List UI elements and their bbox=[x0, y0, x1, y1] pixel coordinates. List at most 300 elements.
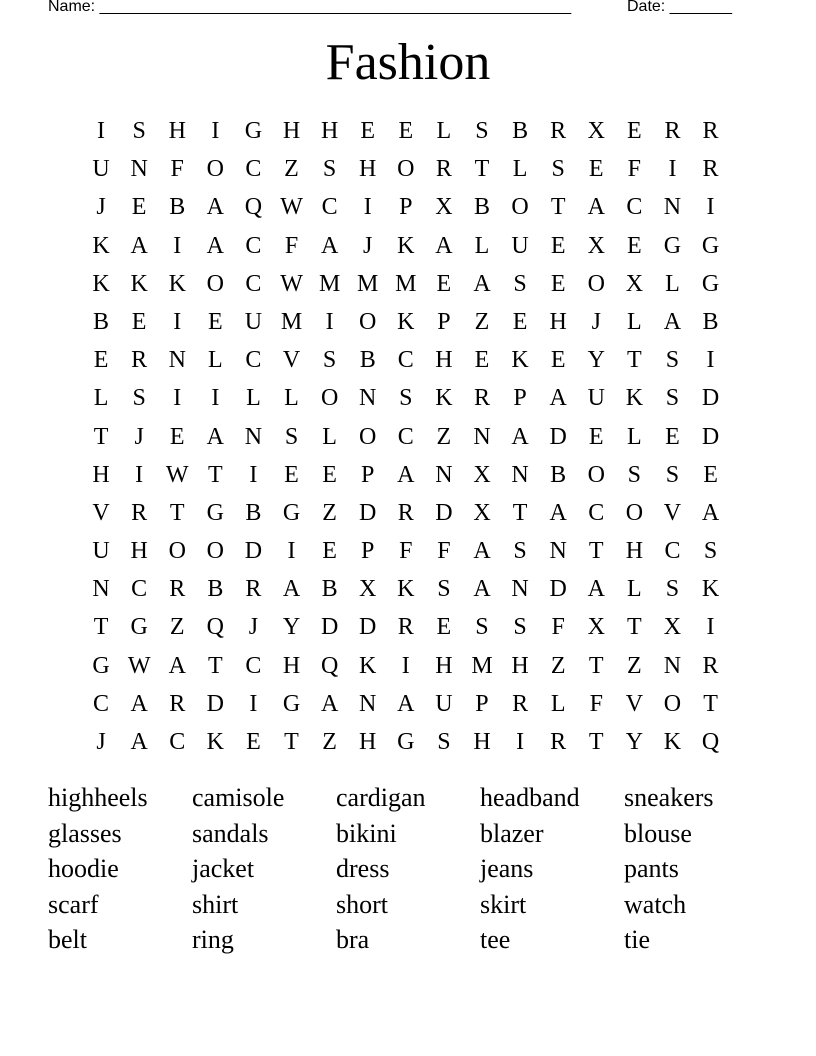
grid-letter: G bbox=[206, 499, 224, 526]
grid-letter: P bbox=[399, 194, 413, 221]
grid-letter: V bbox=[282, 347, 301, 374]
grid-letter: V bbox=[625, 690, 644, 717]
grid-letter: M bbox=[318, 270, 341, 297]
grid-letter: I bbox=[706, 614, 715, 641]
grid-letter: S bbox=[627, 461, 642, 488]
grid-letter: N bbox=[511, 461, 529, 488]
grid-letter: H bbox=[625, 538, 644, 565]
grid-letter: Z bbox=[436, 423, 452, 450]
grid-letter: E bbox=[550, 270, 566, 297]
grid-letter: E bbox=[627, 232, 642, 259]
grid-letter: J bbox=[591, 308, 601, 335]
word-bank-item: headband bbox=[480, 783, 580, 812]
grid-letter: Y bbox=[625, 729, 644, 755]
grid-letter: E bbox=[512, 308, 528, 335]
grid-letter: T bbox=[93, 423, 109, 450]
grid-letter: X bbox=[473, 499, 491, 526]
grid-letter: I bbox=[287, 538, 296, 565]
grid-letter: R bbox=[435, 156, 452, 183]
grid-letter: X bbox=[587, 614, 605, 641]
word-bank-item: blazer bbox=[480, 818, 544, 848]
grid-letter: L bbox=[512, 156, 528, 183]
grid-letter: M bbox=[471, 652, 493, 679]
grid-letter: S bbox=[665, 347, 680, 374]
word-bank-item: camisole bbox=[192, 783, 285, 812]
grid-letter: S bbox=[513, 270, 527, 297]
grid-letter: K bbox=[130, 270, 148, 297]
grid-letter: A bbox=[130, 729, 148, 755]
grid-letter: Q bbox=[701, 729, 720, 755]
grid-letter: R bbox=[397, 614, 414, 641]
grid-letter: B bbox=[550, 461, 567, 488]
grid-letter: N bbox=[663, 652, 682, 679]
grid-letter: P bbox=[437, 308, 451, 335]
grid-letter: L bbox=[665, 270, 680, 297]
grid-letter: Q bbox=[320, 652, 339, 679]
grid-letter: R bbox=[550, 729, 567, 755]
grid-letter: D bbox=[359, 499, 377, 526]
word-bank-item: watch bbox=[624, 889, 687, 919]
word-search-grid bbox=[82, 112, 730, 761]
grid-letter: A bbox=[397, 461, 415, 488]
grid-letter: I bbox=[325, 308, 334, 335]
grid-letter: E bbox=[131, 194, 147, 221]
grid-letter: T bbox=[284, 729, 299, 755]
grid-letter: Z bbox=[627, 652, 642, 679]
grid-letter: A bbox=[206, 232, 224, 259]
grid-letter: I bbox=[173, 385, 182, 412]
grid-letter: A bbox=[587, 576, 605, 603]
grid-letter: F bbox=[399, 538, 413, 565]
grid-letter: C bbox=[245, 652, 262, 679]
grid-letter: A bbox=[320, 690, 339, 717]
grid-letter: G bbox=[130, 614, 148, 641]
name-field-label: Name: _____________________________________________________ bbox=[48, 0, 572, 15]
grid-letter: S bbox=[132, 118, 146, 144]
grid-letter: H bbox=[282, 652, 301, 679]
grid-letter: I bbox=[249, 690, 258, 717]
grid-letter: L bbox=[322, 423, 337, 450]
grid-letter: H bbox=[282, 118, 301, 144]
grid-letter: A bbox=[663, 308, 682, 335]
grid-letter: F bbox=[551, 614, 565, 641]
grid-letter: O bbox=[511, 194, 529, 221]
word-bank-item: pants bbox=[624, 854, 679, 883]
grid-letter: H bbox=[435, 347, 453, 374]
grid-letter: B bbox=[207, 576, 224, 603]
grid-letter: R bbox=[397, 499, 414, 526]
grid-letter: S bbox=[513, 538, 527, 565]
grid-letter: E bbox=[169, 423, 185, 450]
word-bank-item: tee bbox=[480, 925, 511, 954]
grid-letter: T bbox=[588, 652, 604, 679]
grid-letter: H bbox=[359, 156, 377, 183]
grid-letter: S bbox=[322, 156, 337, 183]
grid-letter: O bbox=[587, 270, 605, 297]
grid-letter: G bbox=[397, 729, 415, 755]
grid-letter: I bbox=[173, 308, 182, 335]
word-bank bbox=[48, 780, 768, 958]
grid-letter: E bbox=[588, 423, 604, 450]
page-title: Fashion bbox=[325, 34, 491, 91]
grid-letter: X bbox=[473, 461, 491, 488]
grid-letter: K bbox=[663, 729, 682, 755]
grid-letter: A bbox=[130, 690, 148, 717]
grid-letter: D bbox=[435, 499, 453, 526]
grid-letter: K bbox=[625, 385, 644, 412]
grid-letter: P bbox=[361, 461, 375, 488]
grid-letter: S bbox=[399, 385, 413, 412]
grid-letter: U bbox=[244, 308, 263, 335]
grid-letter: S bbox=[665, 576, 680, 603]
word-bank-item: shirt bbox=[192, 889, 239, 919]
grid-letter: B bbox=[359, 347, 376, 374]
grid-letter: A bbox=[473, 576, 491, 603]
word-bank-item: short bbox=[336, 889, 388, 919]
grid-letter: F bbox=[284, 232, 299, 259]
grid-letter: Y bbox=[587, 347, 605, 374]
grid-letter: H bbox=[549, 308, 567, 335]
grid-letter: R bbox=[131, 499, 148, 526]
grid-letter: C bbox=[245, 156, 262, 183]
grid-letter: M bbox=[357, 270, 379, 297]
grid-letter: E bbox=[474, 347, 490, 374]
grid-letter: K bbox=[511, 347, 529, 374]
grid-letter: V bbox=[663, 499, 682, 526]
grid-letter: O bbox=[206, 538, 224, 565]
grid-letter: B bbox=[321, 576, 338, 603]
grid-letter: O bbox=[168, 538, 186, 565]
grid-letter: R bbox=[664, 118, 681, 144]
word-bank-item: sneakers bbox=[624, 783, 714, 812]
grid-letter: C bbox=[664, 538, 681, 565]
grid-letter: D bbox=[549, 576, 567, 603]
grid-letter: A bbox=[168, 652, 186, 679]
grid-letter: U bbox=[511, 232, 529, 259]
grid-letter: G bbox=[663, 232, 682, 259]
grid-letter: B bbox=[245, 499, 262, 526]
grid-letter: X bbox=[663, 614, 682, 641]
grid-letter: E bbox=[436, 270, 452, 297]
grid-letter: A bbox=[397, 690, 415, 717]
grid-letter: H bbox=[359, 729, 377, 755]
word-bank-item: dress bbox=[336, 854, 390, 883]
grid-letter: L bbox=[627, 576, 642, 603]
grid-letter: L bbox=[207, 347, 223, 374]
grid-letter: B bbox=[169, 194, 186, 221]
grid-letter: J bbox=[96, 194, 106, 221]
grid-letter: I bbox=[401, 652, 410, 679]
grid-letter: J bbox=[363, 232, 373, 259]
grid-letter: A bbox=[435, 232, 453, 259]
grid-letter: L bbox=[550, 690, 566, 717]
grid-letter: I bbox=[211, 118, 220, 144]
grid-letter: I bbox=[363, 194, 372, 221]
grid-letter: L bbox=[627, 423, 642, 450]
grid-letter: O bbox=[320, 385, 339, 412]
grid-letter: A bbox=[473, 538, 491, 565]
grid-letter: N bbox=[663, 194, 682, 221]
grid-letter: G bbox=[92, 652, 110, 679]
grid-letter: B bbox=[93, 308, 110, 335]
grid-letter: K bbox=[701, 576, 720, 603]
date-field-label: Date: _______ bbox=[627, 0, 732, 15]
grid-letter: W bbox=[127, 652, 151, 679]
word-bank-item: cardigan bbox=[336, 783, 426, 812]
grid-letter: E bbox=[360, 118, 376, 144]
grid-letter: O bbox=[625, 499, 644, 526]
word-bank-item: tie bbox=[624, 925, 650, 954]
grid-letter: A bbox=[549, 385, 567, 412]
grid-letter: S bbox=[437, 729, 451, 755]
grid-letter: H bbox=[130, 538, 148, 565]
grid-letter: N bbox=[130, 156, 148, 183]
grid-letter: D bbox=[549, 423, 567, 450]
grid-letter: N bbox=[435, 461, 453, 488]
grid-letter: Z bbox=[550, 652, 566, 679]
grid-letter: H bbox=[435, 652, 453, 679]
grid-letter: C bbox=[93, 690, 110, 717]
grid-letter: R bbox=[550, 118, 567, 144]
grid-letter: O bbox=[206, 270, 224, 297]
grid-letter: K bbox=[92, 270, 110, 297]
grid-letter: D bbox=[359, 614, 377, 641]
grid-letter: R bbox=[169, 690, 186, 717]
word-bank-item: blouse bbox=[624, 818, 692, 848]
grid-letter: W bbox=[165, 461, 189, 488]
grid-letter: Y bbox=[282, 614, 301, 641]
grid-letter: E bbox=[550, 232, 566, 259]
grid-letter: S bbox=[665, 461, 680, 488]
grid-letter: U bbox=[435, 690, 453, 717]
grid-letter: C bbox=[397, 423, 414, 450]
grid-letter: C bbox=[245, 232, 262, 259]
grid-letter: L bbox=[436, 118, 452, 144]
grid-letter: C bbox=[588, 499, 605, 526]
grid-letter: D bbox=[320, 614, 339, 641]
grid-letter: U bbox=[587, 385, 605, 412]
grid-letter: C bbox=[245, 270, 262, 297]
grid-letter: D bbox=[206, 690, 224, 717]
grid-letter: C bbox=[131, 576, 148, 603]
word-bank-item: ring bbox=[192, 925, 234, 954]
grid-letter: I bbox=[516, 729, 525, 755]
grid-letter: Z bbox=[284, 156, 299, 183]
grid-letter: M bbox=[395, 270, 417, 297]
grid-letter: C bbox=[397, 347, 414, 374]
word-bank-item: skirt bbox=[480, 889, 527, 919]
grid-letter: N bbox=[549, 538, 567, 565]
grid-letter: S bbox=[284, 423, 299, 450]
grid-letter: S bbox=[665, 385, 680, 412]
grid-letter: E bbox=[131, 308, 147, 335]
grid-letter: I bbox=[706, 347, 715, 374]
word-bank-item: belt bbox=[48, 925, 87, 954]
grid-letter: D bbox=[701, 423, 720, 450]
grid-letter: Z bbox=[474, 308, 490, 335]
grid-letter: E bbox=[246, 729, 261, 755]
grid-letter: I bbox=[706, 194, 715, 221]
grid-letter: T bbox=[550, 194, 566, 221]
grid-letter: B bbox=[473, 194, 490, 221]
grid-letter: X bbox=[587, 232, 605, 259]
grid-letter: U bbox=[92, 538, 110, 565]
grid-letter: B bbox=[512, 118, 529, 144]
grid-letter: C bbox=[169, 729, 186, 755]
grid-letter: P bbox=[513, 385, 527, 412]
grid-letter: T bbox=[703, 690, 718, 717]
grid-letter: Z bbox=[322, 729, 337, 755]
grid-letter: R bbox=[512, 690, 529, 717]
grid-letter: E bbox=[550, 347, 566, 374]
grid-letter: E bbox=[284, 461, 299, 488]
grid-letter: A bbox=[473, 270, 491, 297]
grid-letter: U bbox=[92, 156, 110, 183]
grid-letter: G bbox=[701, 232, 720, 259]
grid-letter: R bbox=[473, 385, 490, 412]
grid-letter: H bbox=[92, 461, 110, 488]
grid-letter: J bbox=[134, 423, 144, 450]
grid-letter: D bbox=[244, 538, 263, 565]
grid-letter: E bbox=[588, 156, 604, 183]
word-bank-item: bra bbox=[336, 925, 370, 954]
grid-letter: I bbox=[249, 461, 258, 488]
grid-letter: R bbox=[702, 652, 719, 679]
grid-letter: T bbox=[93, 614, 109, 641]
grid-letter: N bbox=[168, 347, 186, 374]
grid-letter: S bbox=[703, 538, 718, 565]
grid-letter: Q bbox=[206, 614, 224, 641]
grid-letter: S bbox=[551, 156, 565, 183]
grid-letter: J bbox=[96, 729, 106, 755]
grid-letter: N bbox=[359, 385, 377, 412]
grid-letter: E bbox=[93, 347, 109, 374]
grid-letter: O bbox=[359, 308, 377, 335]
grid-letter: S bbox=[475, 614, 489, 641]
grid-letter: R bbox=[702, 118, 719, 144]
grid-letter: R bbox=[131, 347, 148, 374]
grid-letter: X bbox=[435, 194, 453, 221]
word-bank-item: jeans bbox=[480, 854, 534, 883]
grid-letter: F bbox=[589, 690, 603, 717]
grid-letter: E bbox=[665, 423, 680, 450]
grid-letter: J bbox=[248, 614, 259, 641]
grid-letter: B bbox=[702, 308, 719, 335]
grid-letter: L bbox=[627, 308, 642, 335]
word-bank-item: scarf bbox=[48, 889, 99, 919]
grid-letter: A bbox=[511, 423, 529, 450]
grid-letter: E bbox=[207, 308, 223, 335]
grid-letter: T bbox=[169, 499, 185, 526]
grid-letter: K bbox=[397, 576, 415, 603]
grid-letter: T bbox=[627, 614, 642, 641]
grid-letter: I bbox=[97, 118, 106, 144]
grid-letter: E bbox=[703, 461, 718, 488]
grid-letter: A bbox=[206, 194, 224, 221]
grid-letter: S bbox=[437, 576, 451, 603]
grid-letter: Z bbox=[169, 614, 185, 641]
grid-letter: A bbox=[130, 232, 148, 259]
grid-letter: O bbox=[359, 423, 377, 450]
grid-letter: G bbox=[244, 118, 263, 144]
grid-letter: S bbox=[132, 385, 146, 412]
grid-letter: O bbox=[397, 156, 415, 183]
grid-letter: F bbox=[627, 156, 642, 183]
grid-letter: T bbox=[512, 499, 528, 526]
grid-letter: X bbox=[587, 118, 605, 144]
grid-letter: H bbox=[473, 729, 491, 755]
grid-letter: H bbox=[320, 118, 339, 144]
grid-letter: G bbox=[282, 499, 301, 526]
grid-letter: A bbox=[282, 576, 301, 603]
grid-letter: N bbox=[244, 423, 263, 450]
grid-letter: O bbox=[663, 690, 682, 717]
grid-letter: H bbox=[511, 652, 529, 679]
word-bank-item: glasses bbox=[48, 818, 122, 848]
grid-letter: A bbox=[587, 194, 605, 221]
grid-letter: S bbox=[513, 614, 527, 641]
grid-letter: C bbox=[245, 347, 262, 374]
grid-letter: A bbox=[206, 423, 224, 450]
grid-letter: S bbox=[475, 118, 489, 144]
grid-letter: T bbox=[474, 156, 490, 183]
word-bank-item: hoodie bbox=[48, 854, 119, 883]
grid-letter: T bbox=[627, 347, 642, 374]
grid-letter: V bbox=[92, 499, 110, 526]
grid-letter: N bbox=[511, 576, 529, 603]
grid-letter: E bbox=[398, 118, 414, 144]
grid-letter: H bbox=[168, 118, 186, 144]
grid-letter: E bbox=[436, 614, 452, 641]
grid-letter: O bbox=[587, 461, 605, 488]
grid-letter: I bbox=[173, 232, 182, 259]
grid-letter: T bbox=[588, 729, 604, 755]
grid-letter: K bbox=[397, 308, 415, 335]
grid-letter: A bbox=[320, 232, 339, 259]
grid-letter: G bbox=[282, 690, 301, 717]
grid-letter: Q bbox=[244, 194, 263, 221]
grid-letter: F bbox=[437, 538, 451, 565]
grid-letter: R bbox=[245, 576, 262, 603]
grid-letter: I bbox=[668, 156, 677, 183]
grid-letter: N bbox=[92, 576, 110, 603]
grid-letter: T bbox=[207, 652, 223, 679]
grid-letter: L bbox=[474, 232, 490, 259]
grid-letter: F bbox=[170, 156, 184, 183]
grid-letter: N bbox=[473, 423, 491, 450]
grid-letter: R bbox=[702, 156, 719, 183]
grid-letter: K bbox=[168, 270, 186, 297]
grid-letter: X bbox=[625, 270, 644, 297]
grid-letter: D bbox=[701, 385, 720, 412]
grid-letter: A bbox=[701, 499, 720, 526]
grid-letter: L bbox=[93, 385, 109, 412]
grid-letter: P bbox=[475, 690, 489, 717]
grid-letter: K bbox=[92, 232, 110, 259]
grid-letter: E bbox=[322, 461, 337, 488]
grid-letter: R bbox=[169, 576, 186, 603]
grid-letter: C bbox=[321, 194, 338, 221]
grid-letter: O bbox=[206, 156, 224, 183]
grid-letter: L bbox=[246, 385, 261, 412]
word-bank-item: sandals bbox=[192, 818, 269, 848]
grid-letter: K bbox=[397, 232, 415, 259]
grid-letter: M bbox=[280, 308, 303, 335]
grid-letter: E bbox=[627, 118, 642, 144]
grid-letter: N bbox=[359, 690, 377, 717]
grid-letter: T bbox=[588, 538, 604, 565]
grid-letter: T bbox=[207, 461, 223, 488]
